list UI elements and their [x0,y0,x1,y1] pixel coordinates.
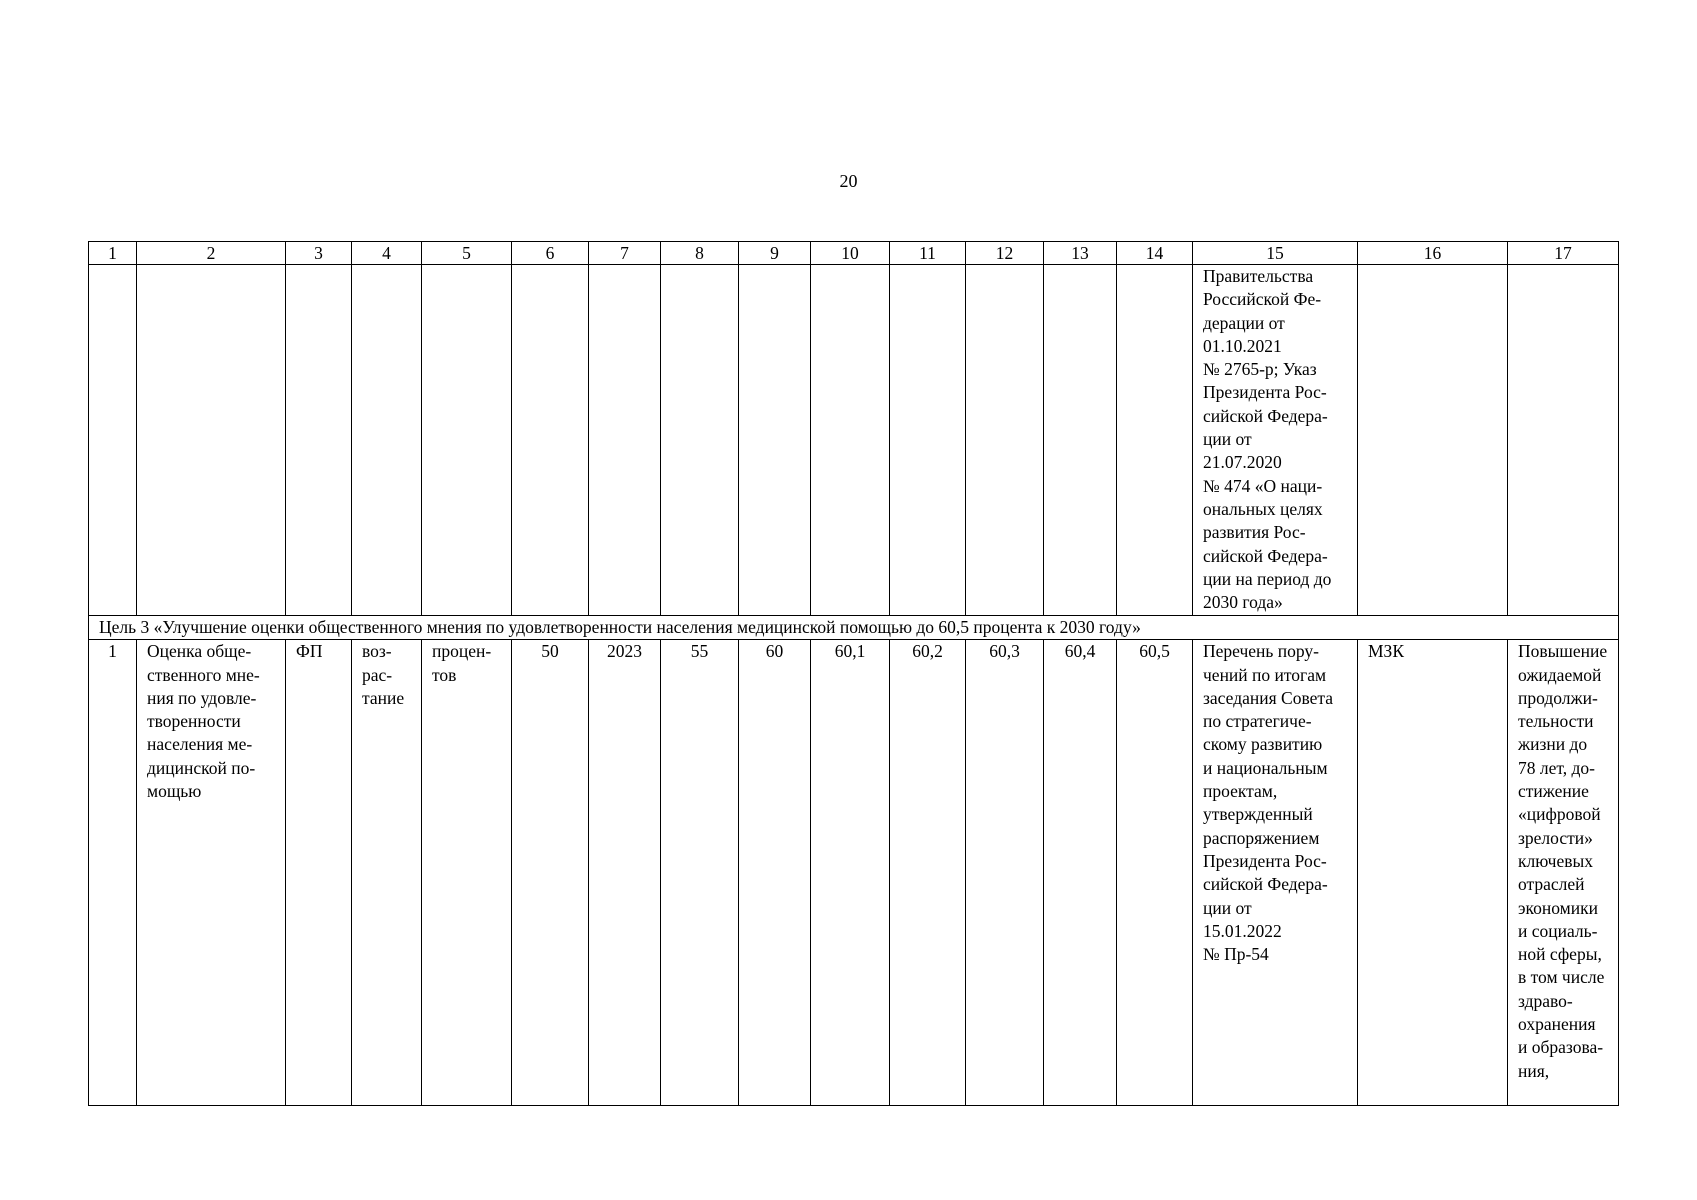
indicator-name [137,640,286,1106]
text-line: рас- [362,664,393,685]
column-number: 9 [739,242,811,265]
text-line: развития Рос- [1203,522,1306,543]
column-number: 13 [1044,242,1117,265]
text-line: процен- [432,641,492,662]
text-line: и социаль- [1518,920,1598,941]
continuation-row [89,265,1619,616]
text-line: по стратегиче- [1203,711,1312,732]
text-line: Президента Рос- [1203,850,1327,871]
text-line: ции на период до [1203,568,1332,589]
table-cell [739,265,811,616]
text-line: заседания Совета [1203,687,1334,708]
table-cell [1044,265,1117,616]
column-number: 4 [352,242,422,265]
responsible-body: МЗК [1358,640,1508,1106]
table-cell [890,265,966,616]
text-line: жизни до [1518,734,1588,755]
indicator-trend [352,640,422,1106]
unit-of-measure [422,640,512,1106]
table-cell [811,265,890,616]
text-line: тов [432,664,457,685]
column-number: 11 [890,242,966,265]
column-number: 14 [1117,242,1193,265]
goal-title: Цель 3 «Улучшение оценки общественного мнения по удовлетворенности населения медицинской помощью до 60,5 процента к 2030 году» [89,616,1619,640]
column-number: 10 [811,242,890,265]
text-line: ональных целях [1203,498,1323,519]
text-line: ции от [1203,897,1252,918]
text-line: ния, [1518,1060,1550,1081]
text-line: сийской Федера- [1203,874,1328,895]
text-line: сийской Федера- [1203,545,1328,566]
text-line: продолжи- [1518,687,1598,708]
value-col-9: 60 [739,640,811,1106]
legal-basis-continuation [1193,265,1358,616]
table-cell [1358,265,1508,616]
column-number: 8 [661,242,739,265]
text-line: скому развитию [1203,734,1323,755]
text-line: и образова- [1518,1037,1604,1058]
text-line: и национальным [1203,757,1328,778]
column-number: 1 [89,242,137,265]
text-line: в том числе [1518,967,1605,988]
text-line: охранения [1518,1014,1596,1035]
text-line: отраслей [1518,874,1585,895]
text-line: Президента Рос- [1203,382,1327,403]
column-number: 7 [589,242,661,265]
text-line: Перечень пору- [1203,641,1319,662]
text-line: 21.07.2020 [1203,452,1282,473]
text-line: ции от [1203,429,1252,450]
text-line: мощью [147,781,202,802]
column-number: 2 [137,242,286,265]
text-line: дерации от [1203,312,1285,333]
text-line: стижение [1518,781,1589,802]
table-cell [966,265,1044,616]
table-cell [137,265,286,616]
text-line: 78 лет, до- [1518,757,1595,778]
table-cell [422,265,512,616]
text-line: зрелости» [1518,827,1593,848]
text-line: экономики [1518,897,1598,918]
table-cell [352,265,422,616]
table-cell [1508,265,1619,616]
column-number: 17 [1508,242,1619,265]
text-line: дицинской по- [147,757,256,778]
text-line: Оценка обще- [147,641,252,662]
text-line: «цифровой [1518,804,1601,825]
text-line: ственного мне- [147,664,260,685]
value-col-10: 60,1 [811,640,890,1106]
table-cell [1117,265,1193,616]
value-col-12: 60,3 [966,640,1044,1106]
text-line: Повышение [1518,641,1608,662]
text-line: ключевых [1518,850,1593,871]
indicators-table [88,241,1619,1106]
text-line: чений по итогам [1203,664,1327,685]
text-line: ния по удовле- [147,687,257,708]
text-line: здраво- [1518,990,1573,1011]
table-row [89,640,1619,1106]
text-line: проектам, [1203,781,1278,802]
table-cell [89,265,137,616]
table-cell [286,265,352,616]
text-line: распоряжением [1203,827,1320,848]
text-line: утвержденный [1203,804,1313,825]
national-goal-link [1508,640,1619,1106]
value-col-14: 60,5 [1117,640,1193,1106]
text-line: ной сферы, [1518,944,1602,965]
text-line: № 474 «О наци- [1203,475,1323,496]
column-number: 3 [286,242,352,265]
column-number: 12 [966,242,1044,265]
row-number: 1 [89,640,137,1106]
table-cell [661,265,739,616]
text-line: Российской Фе- [1203,289,1322,310]
goal-row [89,616,1619,640]
text-line: тание [362,687,405,708]
text-line: творенности [147,711,241,732]
value-col-13: 60,4 [1044,640,1117,1106]
legal-basis [1193,640,1358,1106]
base-value: 50 [512,640,589,1106]
text-line: ожидаемой [1518,664,1602,685]
text-line: 15.01.2022 [1203,920,1282,941]
indicator-level: ФП [286,640,352,1106]
text-line: населения ме- [147,734,253,755]
text-line: Правительства [1203,266,1314,286]
text-line: 2030 года» [1203,592,1283,613]
base-year: 2023 [589,640,661,1106]
column-number: 5 [422,242,512,265]
column-number-row [89,242,1619,265]
text-line: воз- [362,641,392,662]
value-col-8: 55 [661,640,739,1106]
column-number: 6 [512,242,589,265]
page-number: 20 [839,171,858,191]
table-cell [512,265,589,616]
column-number: 16 [1358,242,1508,265]
value-col-11: 60,2 [890,640,966,1106]
text-line: сийской Федера- [1203,405,1328,426]
column-number: 15 [1193,242,1358,265]
table-cell [589,265,661,616]
text-line: № 2765-р; Указ [1203,359,1317,380]
text-line: № Пр-54 [1203,944,1269,965]
text-line: 01.10.2021 [1203,335,1282,356]
text-line: тельности [1518,711,1594,732]
